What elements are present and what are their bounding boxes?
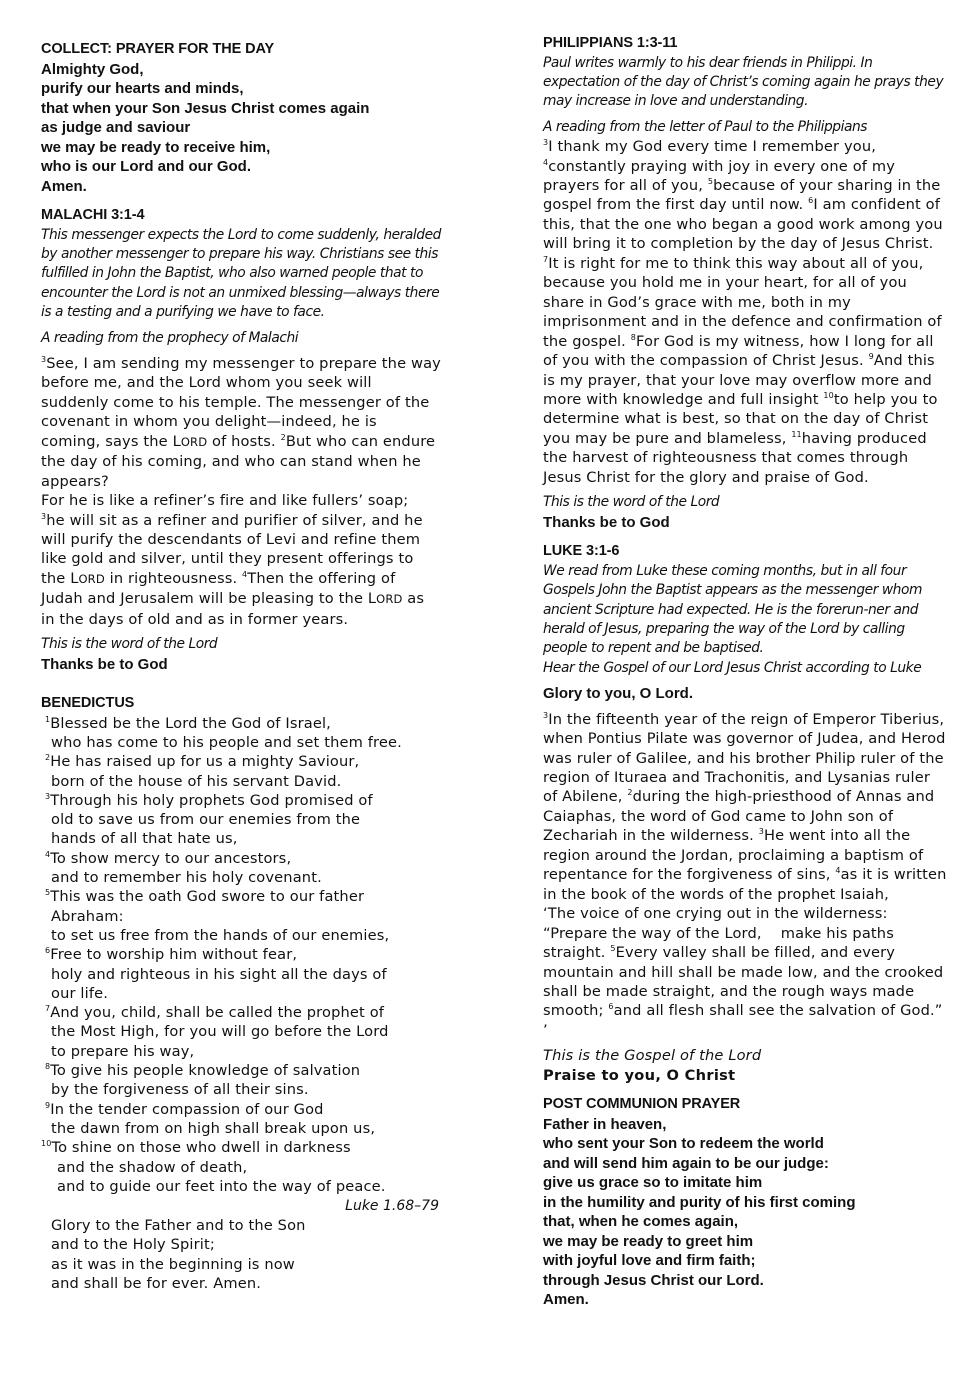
verse-number: 9 [868, 352, 874, 362]
canticle-line: and to guide our feet into the way of peace. [57, 1177, 386, 1195]
canticle-verse [41, 887, 441, 945]
canticle-line [41, 1003, 441, 1022]
canticle-verse [41, 791, 441, 849]
benedictus-canticle [41, 714, 441, 1196]
canticle-line: and to remember his holy covenant. [51, 869, 322, 887]
prayer-line: through Jesus Christ our Lord. [543, 1271, 764, 1289]
luke-reading [543, 710, 948, 1041]
verse-number: 9 [45, 1100, 51, 1110]
benedictus-heading: BENEDICTUS [41, 695, 135, 712]
verse-number: 6 [808, 196, 814, 206]
luke-section [543, 542, 948, 1085]
canticle-line: by the forgiveness of all their sins. [51, 1081, 309, 1099]
collect-prayer [41, 60, 441, 197]
prayer-line: Amen. [41, 177, 87, 195]
prayer-line: who is our Lord and our God. [41, 158, 251, 175]
verse-number: 3 [45, 792, 51, 802]
canticle-line: who has come to his people and set them free. [51, 733, 402, 751]
verse-number: 6 [608, 1002, 614, 1012]
canticle-line: the dawn from on high shall break upon us, [51, 1119, 376, 1137]
luke-heading: LUKE 3:1-6 [543, 543, 620, 560]
verse-text: Then the offering of Judah and Jerusalem will be pleasing to the [41, 569, 396, 608]
verse-number: 3 [543, 138, 549, 148]
verse-number: 3 [758, 827, 764, 837]
canticle-verse [41, 752, 441, 791]
canticle-line [41, 752, 441, 771]
philippians-closing: This is the word of the Lord [543, 494, 720, 511]
verse-number: 8 [630, 332, 637, 342]
canticle-line: born of the house of his servant David. [51, 772, 342, 790]
prayer-line: we may be ready to greet him [543, 1232, 754, 1250]
verse-number: 1 [45, 714, 51, 724]
verse-text: Every valley shall be filled, and every mountain and hill shall be made low, and the crooked shall be made straight, and the rough ways made smooth; [543, 944, 944, 1020]
canticle-text: To show mercy to our ancestors, [50, 849, 292, 867]
small-caps-lord [70, 570, 105, 587]
prayer-line: as judge and saviour [41, 119, 191, 136]
canticle-line [41, 849, 441, 868]
verse-text: It is right for me to think this way about all of you, because you hold me in your heart, for all of you share in God’s grace with me, both in my imprisonment and in the defence and confirmation of the gospel. [543, 254, 942, 350]
verse-text: during the high-priesthood of Annas and Caiaphas, the word of God came to John son of Zechariah in the wilderness. [543, 788, 935, 845]
verse-number: 6 [45, 946, 51, 956]
prayer-line: and will send him again to be our judge: [543, 1154, 829, 1172]
verse-text: But who can endure the day of his coming, and who can stand when he appears? [41, 432, 436, 490]
canticle-line: Abraham: [51, 907, 124, 925]
malachi-reading [41, 354, 441, 629]
canticle-text: Through his holy prophets God promised of [50, 791, 373, 809]
canticle-text: Blessed be the Lord the God of Israel, [50, 714, 331, 732]
philippians-heading: PHILIPPIANS 1:3-11 [543, 35, 678, 51]
philippians-reading [543, 137, 948, 487]
malachi-response: Thanks be to God [41, 655, 168, 673]
canticle-line [41, 945, 441, 964]
canticle-text: Free to worship him without fear, [50, 946, 298, 964]
philippians-section [543, 34, 948, 532]
prayer-line: that, when he comes again, [543, 1213, 739, 1231]
gloria-patri [41, 1216, 441, 1293]
verse-text: In the fifteenth year of the reign of Emperor Tiberius, when Pontius Pilate was governor of Judea, and Herod was ruler of Galilee, and his brother Philip ruler of the region of Ituraea and Trachonitis, and Lysanias ruler of Abilene, [543, 710, 946, 806]
verse-text: as it is written in the book of the words of the prophet Isaiah, [543, 866, 947, 903]
gloria-line: and shall be for ever. Amen. [51, 1275, 262, 1292]
verse-number: 10 [41, 1139, 52, 1149]
luke-acclamation: Glory to you, O Lord. [543, 685, 693, 703]
verse-number: 2 [45, 753, 51, 763]
prayer-line: that when your Son Jesus Christ comes again [41, 99, 370, 117]
collect-heading: COLLECT: PRAYER FOR THE DAY [41, 41, 275, 57]
canticle-line: our life. [51, 984, 109, 1002]
verse-text: constantly praying with joy in every one of my prayers for all of you, [543, 157, 895, 195]
canticle-line [41, 1138, 441, 1157]
malachi-announcement: A reading from the prophecy of Malachi [41, 329, 299, 346]
verse-number: 4 [242, 570, 248, 580]
luke-intro: We read from Luke these coming months, but in all four Gospels John the Baptist appears as the messenger whom ancient Scripture had expected. He is the forerun-ner and herald of Jesus, preparing the way of the Lord by calling people to repent and be baptised. [543, 562, 922, 657]
verse-number: 8 [45, 1062, 51, 1072]
malachi-section [41, 206, 441, 674]
verse-text: For he is like a refiner’s fire and like fullers’ soap; [41, 492, 409, 510]
benedictus-section [41, 694, 441, 1293]
verse-number: 3 [543, 710, 549, 720]
verse-number: 5 [707, 177, 714, 187]
lord-rest: ORD [78, 571, 105, 586]
post-communion-heading: POST COMMUNION PRAYER [543, 1096, 741, 1113]
small-caps-lord [173, 433, 208, 450]
prayer-line: Amen. [543, 1291, 589, 1309]
verse-number: 10 [823, 391, 834, 401]
luke-closing: This is the Gospel of the Lord [543, 1047, 762, 1065]
canticle-line: and the shadow of death, [57, 1158, 248, 1176]
verse-number: 3 [41, 511, 47, 521]
canticle-text: He has raised up for us a mighty Saviour, [50, 753, 360, 771]
right-column [543, 34, 948, 1310]
verse-text: in righteousness. [104, 569, 243, 587]
philippians-response: Thanks be to God [543, 513, 670, 531]
canticle-verse [41, 849, 441, 888]
malachi-closing: This is the word of the Lord [41, 636, 218, 653]
canticle-verse [41, 1003, 441, 1061]
canticle-line [41, 714, 441, 733]
collect-section [41, 40, 441, 196]
post-communion-section [543, 1095, 948, 1310]
verse-number: 3 [41, 355, 47, 365]
canticle-line: hands of all that hate us, [51, 830, 238, 848]
verse-number: 4 [45, 849, 51, 859]
canticle-verse [41, 714, 441, 753]
verse-text: as in the days of old and as in former years. [41, 590, 425, 628]
gloria-line: Glory to the Father and to the Son [51, 1217, 306, 1235]
verse-text: See, I am sending my messenger to prepare the way before me, and the Lord whom you seek will suddenly come to his temple. The messenger of the covenant in whom you delight—indeed, he is coming, says the [41, 354, 441, 450]
left-column [41, 34, 441, 1293]
prayer-line: Almighty God, [41, 60, 144, 78]
lord-initial: L [367, 590, 377, 608]
verse-text: because of your sharing in the gospel from the first day until now. [543, 177, 941, 214]
benedictus-reference: Luke 1.68–79 [345, 1198, 439, 1215]
small-caps-lord [368, 590, 403, 607]
verse-text: For God is my witness, how I long for all of you with the compassion of Christ Jesus. [543, 332, 934, 370]
post-communion-prayer [543, 1115, 948, 1310]
canticle-line: the Most High, for you will go before the Lord [51, 1023, 389, 1041]
philippians-intro: Paul writes warmly to his dear friends in Philippi. In expectation of the day of Christ’s coming again he prays they may increase in love and understanding. [543, 54, 944, 110]
canticle-line: holy and righteous in his sight all the days of [51, 965, 387, 983]
canticle-text: In the tender compassion of our God [50, 1100, 324, 1118]
canticle-line [41, 1100, 441, 1119]
canticle-verse [41, 945, 441, 1003]
verse-text: and all flesh shall see the salvation of God.” ’ [543, 1002, 943, 1039]
gloria-line: and to the Holy Spirit; [51, 1236, 215, 1254]
verse-text: having produced the harvest of righteousness that comes through Jesus Christ for the glory and praise of God. [543, 429, 927, 486]
canticle-line: to prepare his way, [51, 1042, 195, 1060]
verse-number: 4 [835, 866, 841, 876]
prayer-line: purify our hearts and minds, [41, 80, 244, 97]
verse-number: 2 [627, 788, 633, 798]
canticle-line [41, 791, 441, 810]
verse-text: And this is my prayer, that your love may overflow more and more with knowledge and full insight [543, 352, 935, 409]
verse-number: 5 [45, 888, 51, 898]
verse-number: 7 [45, 1004, 51, 1014]
verse-text: to help you to determine what is best, so that on the day of Christ you may be pure and blameless, [543, 391, 938, 447]
canticle-line [41, 1061, 441, 1080]
verse-text: of hosts. [207, 432, 281, 450]
verse-number: 7 [543, 254, 549, 264]
verse-text: I thank my God every time I remember you, [548, 138, 877, 156]
verse-text: he will sit as a refiner and purifier of silver, and he will purify the descendants of Levi and refine them like gold and silver, until they present offerings to the [41, 511, 423, 587]
prayer-line: Father in heaven, [543, 1115, 667, 1133]
verse-text: ‘The voice of one crying out in the wilderness: “Prepare the way of the Lord, make his paths straight. [543, 905, 899, 962]
verse-text: He went into all the region around the Jordan, proclaiming a baptism of repentance for the forgiveness of sins, [543, 827, 924, 884]
canticle-line: to set us free from the hands of our enemies, [51, 926, 390, 944]
malachi-intro: This messenger expects the Lord to come suddenly, heralded by another messenger to prepare his way. Christians see this fulfilled in John the Baptist, who also warned people that to encounter the Lord is not an unmixed blessing—always there is a testing and a purifying we have to face. [41, 226, 441, 321]
canticle-line: old to save us from our enemies from the [51, 811, 361, 829]
lord-initial: L [172, 432, 181, 450]
verse-number: 5 [610, 944, 616, 954]
verse-text: I am confident of this, that the one who began a good work among you will bring it to completion by the day of Jesus Christ. [543, 196, 943, 253]
luke-response: Praise to you, O Christ [543, 1066, 736, 1084]
canticle-line [41, 887, 441, 906]
lord-rest: ORD [376, 592, 403, 607]
lord-rest: ORD [180, 434, 208, 449]
prayer-line: give us grace so to imitate him [543, 1174, 763, 1192]
gloria-line: as it was in the beginning is now [51, 1255, 295, 1273]
canticle-verse [41, 1138, 441, 1196]
canticle-verse [41, 1100, 441, 1139]
philippians-announcement: A reading from the letter of Paul to the Philippians [543, 118, 868, 135]
verse-number: 11 [791, 430, 802, 440]
malachi-heading: MALACHI 3:1-4 [41, 207, 145, 223]
verse-number: 2 [280, 432, 286, 442]
prayer-line: we may be ready to receive him, [41, 138, 271, 156]
canticle-text: To give his people knowledge of salvation [50, 1062, 361, 1080]
canticle-verse [41, 1061, 441, 1100]
verse-number: 4 [543, 157, 549, 167]
prayer-line: who sent your Son to redeem the world [543, 1135, 824, 1153]
canticle-text: This was the oath God swore to our father [50, 888, 365, 906]
lord-initial: L [70, 569, 79, 587]
prayer-line: with joyful love and firm faith; [543, 1252, 756, 1270]
canticle-text: To shine on those who dwell in darkness [51, 1139, 351, 1157]
canticle-text: And you, child, shall be called the prophet of [50, 1004, 385, 1022]
luke-announcement: Hear the Gospel of our Lord Jesus Christ according to Luke [543, 659, 922, 676]
prayer-line: in the humility and purity of his first coming [543, 1193, 856, 1211]
